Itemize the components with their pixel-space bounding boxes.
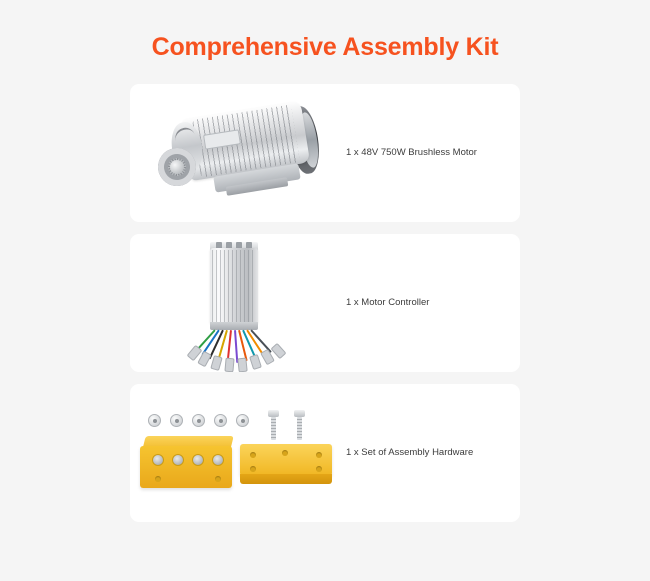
plate-hole <box>152 454 164 466</box>
plate-hole-small <box>250 452 256 458</box>
page-title: Comprehensive Assembly Kit <box>151 33 499 61</box>
bolt-icon <box>296 410 303 440</box>
plate-hole-small <box>155 476 161 482</box>
wire-connector-tip <box>249 354 262 370</box>
plate-hole-small <box>250 466 256 472</box>
motor-shaft-hub <box>170 160 184 174</box>
plate-hole-small <box>282 450 288 456</box>
washer-icon <box>148 414 161 427</box>
kit-item-label: 1 x 48V 750W Brushless Motor <box>346 146 477 158</box>
wire-connector-tip <box>210 355 223 371</box>
mounting-plate-right-edge <box>240 474 332 484</box>
washer-icon <box>192 414 205 427</box>
washer-icon <box>236 414 249 427</box>
plate-hole <box>172 454 184 466</box>
kit-item-card-hardware <box>130 384 520 522</box>
plate-hole-small <box>215 476 221 482</box>
wire-connector-tip <box>224 358 234 372</box>
brushless-motor-image <box>130 84 340 222</box>
motor-controller-image <box>130 234 340 372</box>
washer-icon <box>214 414 227 427</box>
controller-heatsink-fins <box>212 250 256 322</box>
kit-item-card-controller <box>130 234 520 372</box>
plate-hole <box>192 454 204 466</box>
plate-hole <box>212 454 224 466</box>
plate-hole-small <box>316 466 322 472</box>
bolt-icon <box>270 410 277 440</box>
washer-icon <box>170 414 183 427</box>
kit-item-card-motor <box>130 84 520 222</box>
wire-connector-tip <box>237 358 247 372</box>
kit-item-label: 1 x Motor Controller <box>346 296 430 308</box>
plate-hole-small <box>316 452 322 458</box>
kit-item-label: 1 x Set of Assembly Hardware <box>346 446 474 458</box>
assembly-hardware-image <box>130 384 340 522</box>
